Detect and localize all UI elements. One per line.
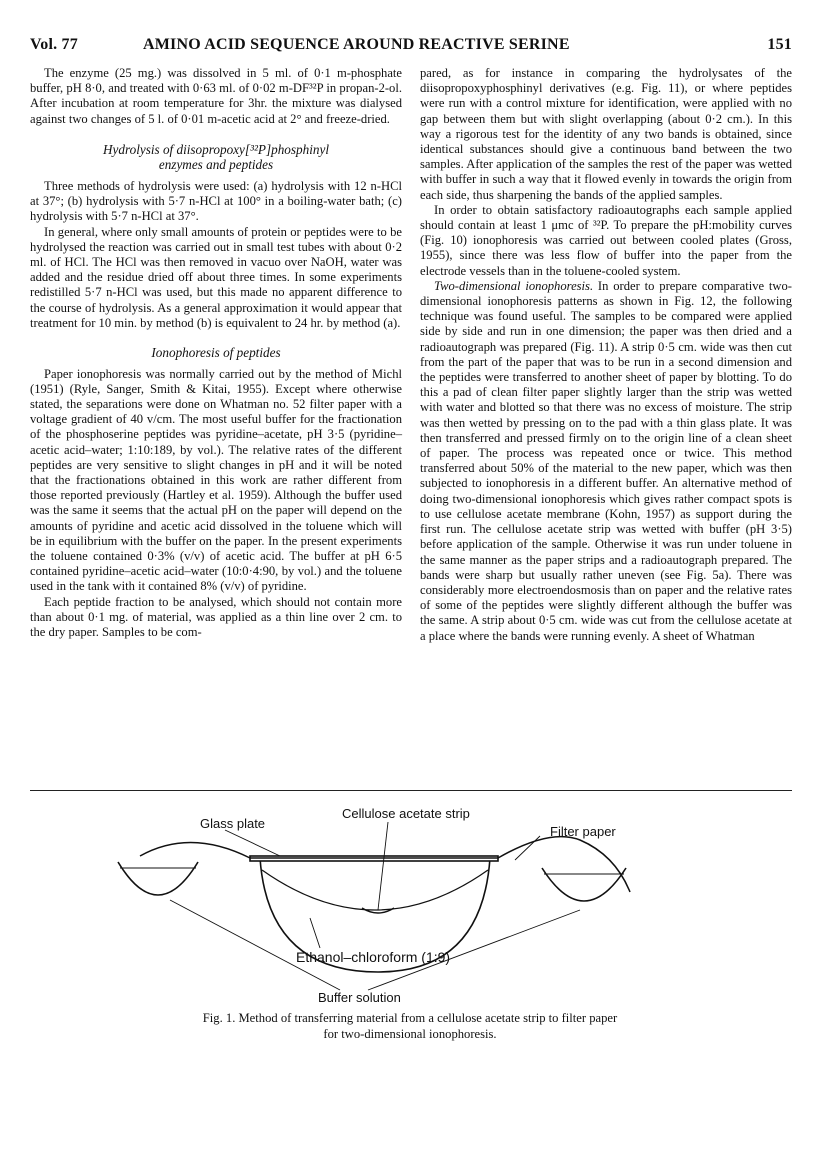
section-heading: Hydrolysis of diisopropoxy[³²P]phosphinyl enzymes and peptides [103, 141, 329, 173]
left-buffer-dish [118, 862, 198, 895]
paragraph: Each peptide fraction to be analysed, which should not contain more than about 0·1 mg. of material, was applied as a thin line over 2 cm. to the dry paper. Samples to be com- [30, 594, 402, 640]
left-column [30, 66, 402, 640]
cellulose-strip-label: Cellulose acetate strip [342, 806, 470, 821]
paragraph: Three methods of hydrolysis were used: (a) hydrolysis with 12 n-HCl at 37°; (b) hydrolysis with 5·7 n-HCl at 100° in a boiling-water bath; (c) hydrolysis with 5·7 n-HCl at 37°. [30, 179, 402, 224]
running-title: AMINO ACID SEQUENCE AROUND REACTIVE SERINE [143, 36, 570, 53]
glass-plate-pointer [225, 830, 280, 856]
glass-plate-label: Glass plate [200, 816, 266, 831]
ethanol-label: Ethanol–chloroform (1:9) [296, 949, 451, 965]
right-buffer-dish [542, 868, 626, 901]
run-in-heading: Two-dimensional ionophoresis. [434, 278, 594, 293]
page-number: 151 [767, 36, 792, 53]
paragraph: Two-dimensional ionophoresis. In order to prepare comparative two-dimensional ionophoresis patterns as shown in Fig. 12, the following technique was found useful. The samples to be compared were applied side by side and run in one dimension; the paper was then dried and a radioautograph was prepared (Fig. 11). A strip 0·5 cm. wide was then cut from the part of the paper that was to be run in a second dimension and the peptides were transferred to another sheet of paper by blotting. To do this a pad of clean filter paper slightly larger than the strip was wetted with water and blotted so that there was no excess of moisture. The strip was then wetted by pressing on to the pad with a thin glass plate. It was then transferred and pressed firmly on to the origin line of a clean sheet of paper. The process was repeated once or twice. This method transferred about 50% of the material to the new paper, which was then subjected to ionophoresis in a different buffer. An alternative method of doing two-dimensional ionophoresis which gives rather compact spots is to use cellulose acetate membrane (Kohn, 1957) as support during the first run. The cellulose acetate strip was wetted with buffer (pH 3·5) before application of the sample. Otherwise it was run under toluene in the same manner as the paper strips and a radioautograph prepared. The bands were sharp but usually rather uneven (see Fig. 5a). There was considerably more electroendosmosis than on paper and the relative rates of some of the peptides were slightly different although the buffer was the same. A strip about 0·5 cm. wide was cut from the cellulose acetate at a place where the bands were running evenly. A sheet of Whatman [420, 278, 792, 643]
section-heading: Ionophoresis of peptides [151, 345, 281, 361]
apparatus-diagram [110, 800, 670, 1005]
figure-caption: Fig. 1. Method of transferring material from a cellulose acetate strip to filter paper for two-dimensional ionophoresis. [202, 1011, 618, 1041]
filter-paper-label: Filter paper [550, 824, 616, 839]
paragraph: pared, as for instance in comparing the hydrolysates of the diisopropoxyphosphinyl derivatives (e.g. Fig. 11), or where peptides were run with a control mixture for identification, were applied with no gap between them but with slight overlapping (about 0·2 cm.). In this way a rigorous test for the identity of any two bands is obtained, since identical substances should give a continuous band between the two samples. After application of the samples the rest of the paper was wetted with buffer in such a way that it flowed evenly in towards the origin from each side, thus sharpening the bands of the applied samples. [420, 66, 792, 202]
buffer-pointer-left [170, 900, 340, 990]
solvent-surface [262, 870, 488, 910]
ethanol-pointer [310, 918, 320, 948]
paragraph: Paper ionophoresis was normally carried out by the method of Michl (1951) (Ryle, Sanger, Smith & Kitai, 1955). Except where otherwise stated, the separations were done on Whatman no. 52 filter paper with a voltage gradient of 40 v/cm. The most useful buffer for the fractionation of the phosphoserine peptides was pyridine–acetate, pH 3·5 (pyridine–acetic acid–water; 1:10:189, by vol.). The relative rates of the different peptides are very sensitive to slight changes in pH and it will be noted that the fractionations obtained in this work are rather different from those reported previously (Hartley et al. 1959). Although the buffer used was the same it seems that the actual pH on the paper will depend on the amounts of pyridine and acetic acid dissolved in the toluene which will be in equilibrium with the buffer on the paper. In the present experiments the toluene contained 0·3% (v/v) of acetic acid. The buffer at pH 6·5 contained pyridine–acetic acid–water (10:0·4:90, by vol.) and the toluene used in the tank with it contained 8% (v/v) of pyridine. [30, 366, 402, 594]
paragraph: In order to obtain satisfactory radioautographs each sample applied should contain at least 1 μmc of ³²P. To prepare the pH:mobility curves (Fig. 10) ionophoresis was carried out between cooled plates (Gross, 1955), since there was less flow of buffer into the paper from the electrode vessels than in the toluene-cooled system. [420, 202, 792, 278]
figure-divider [30, 790, 792, 791]
right-column [420, 66, 792, 644]
volume-number: Vol. 77 [30, 36, 78, 53]
paragraph: In general, where only small amounts of protein or peptides were to be hydrolysed the reaction was carried out in small test tubes with about 0·2 ml. of HCl. The HCl was then removed in vacuo over NaOH, water was added and the residue dried off about three times. In some experiments redistilled 5·7 n-HCl was used, but this made no apparent difference to the course of hydrolysis. As a general approximation it would appear that treatment for 10 min. by method (b) is equivalent to 24 hr. by method (a). [30, 224, 402, 330]
strip-pointer [378, 822, 388, 910]
running-header [30, 36, 792, 60]
paragraph: The enzyme (25 mg.) was dissolved in 5 ml. of 0·1 m-phosphate buffer, pH 8·0, and treated with 0·63 ml. of 0·02 m-DF³²P in propan-2-ol. After incubation at room temperature for 3hr. the mixture was dialysed against two changes of 5 l. of 0·01 m-acetic acid at 2° and freeze-dried. [30, 66, 402, 126]
buffer-label: Buffer solution [318, 990, 401, 1005]
